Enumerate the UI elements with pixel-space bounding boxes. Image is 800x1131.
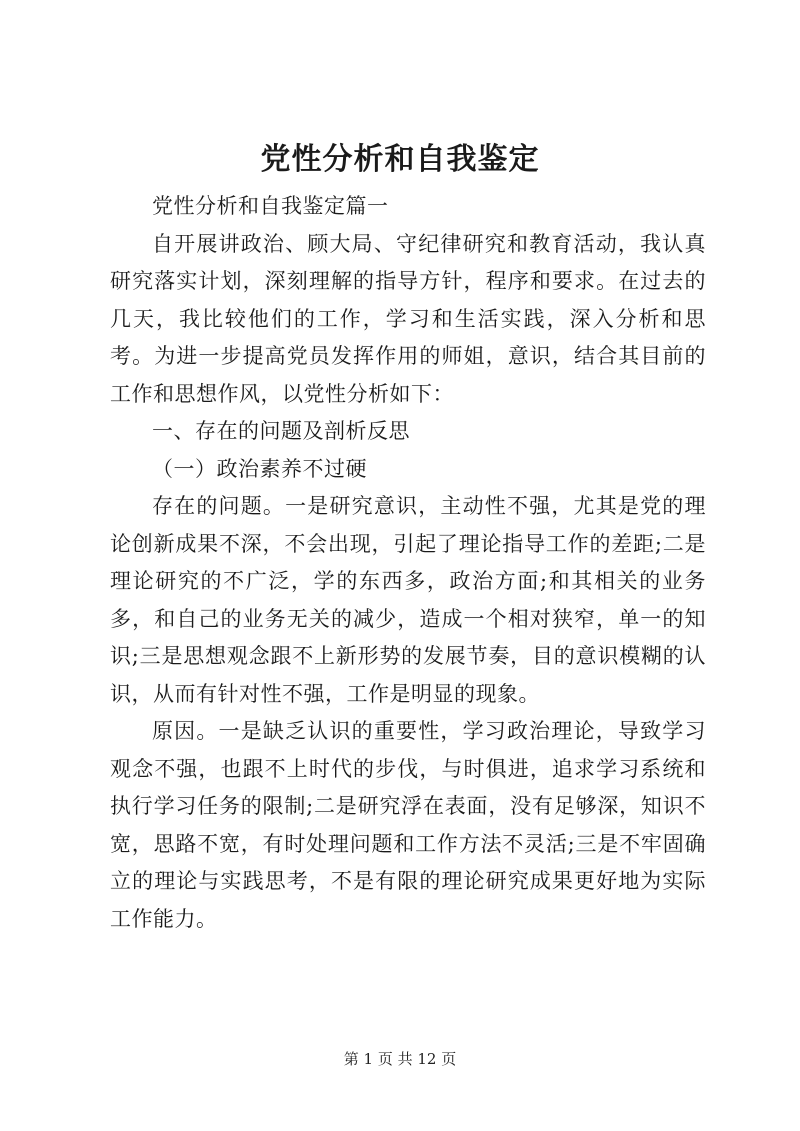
intro-paragraph: 自开展讲政治、顾大局、守纪律研究和教育活动，我认真研究落实计划，深刻理解的指导方针，程序和要求。在过去的几天，我比较他们的工作，学习和生活实践，深入分析和思考。为进一步提高党员发挥作用的师姐，意识，结合其目前的工作和思想作风，以党性分析如下：	[110, 231, 706, 406]
reasons-paragraph: 原因。一是缺乏认识的重要性，学习政治理论，导致学习观念不强，也跟不上时代的步伐，与时俱进，追求学习系统和执行学习任务的限制;二是研究浮在表面，没有足够深，知识不宽，思路不宽，有时处理问题和工作方法不灵活;三是不牢固确立的理论与实践思考，不是有限的理论研究成果更好地为实际工作能力。	[110, 719, 706, 931]
document-title: 党性分析和自我鉴定	[260, 142, 540, 177]
page-footer: 第 1 页 共 12 页	[343, 1050, 457, 1068]
section-heading: 党性分析和自我鉴定篇一	[152, 194, 389, 218]
document-body	[110, 188, 706, 938]
problems-heading: 一、存在的问题及剖析反思	[152, 419, 410, 443]
subheading-political: （一）政治素养不过硬	[152, 456, 367, 481]
problems-paragraph: 存在的问题。一是研究意识，主动性不强，尤其是党的理论创新成果不深，不会出现，引起了理论指导工作的差距;二是理论研究的不广泛，学的东西多，政治方面;和其相关的业务多，和自己的业务无关的减少，造成一个相对狭窄，单一的知识;三是思想观念跟不上新形势的发展节奏，目的意识模糊的认识，从而有针对性不强，工作是明显的现象。	[110, 494, 706, 706]
